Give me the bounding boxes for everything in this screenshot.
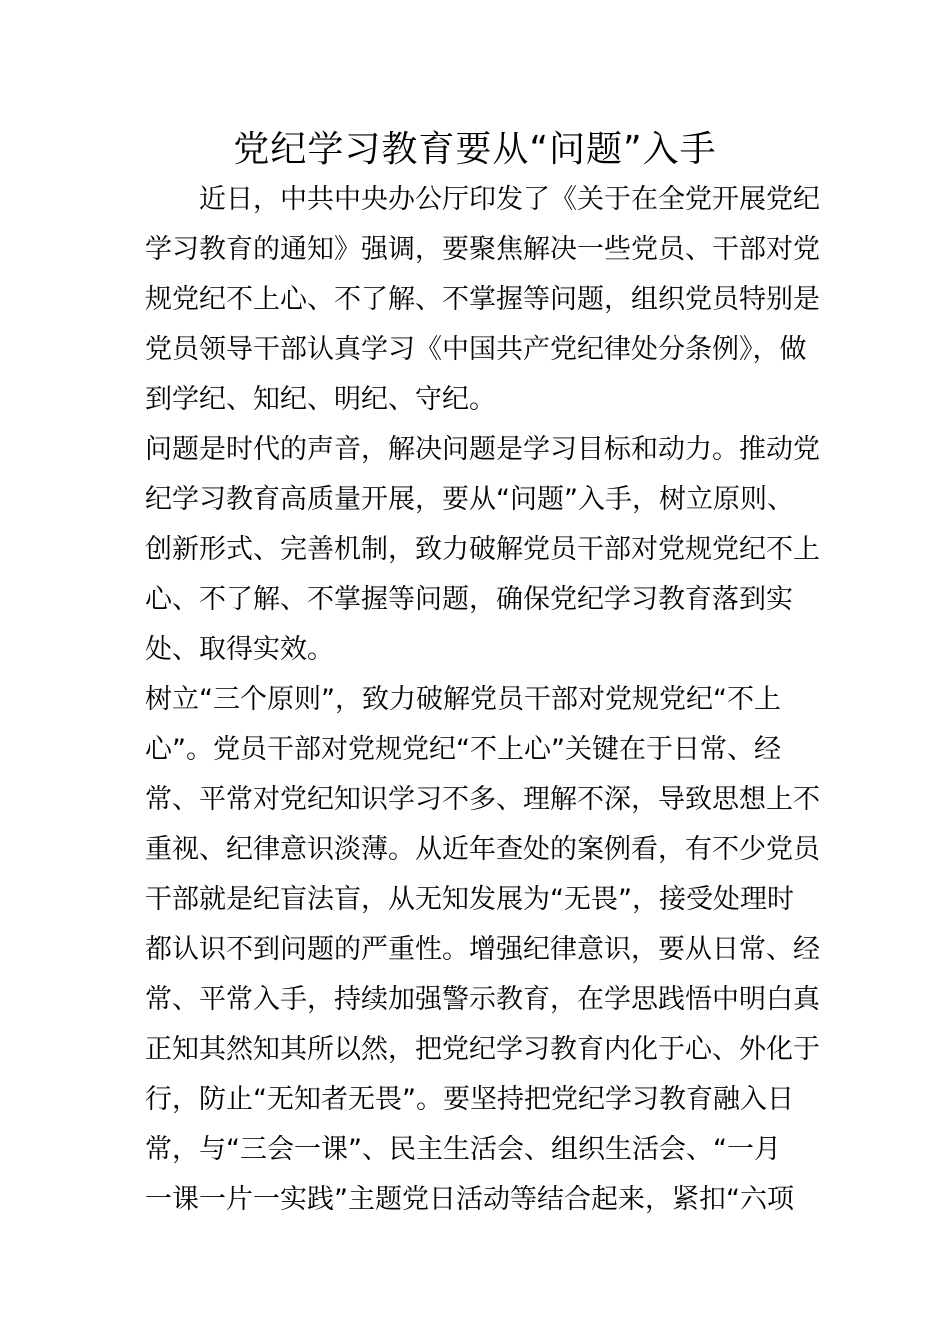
body-line: 规党纪不上心、不了解、不掌握等问题，组织党员特别是 (145, 284, 820, 315)
body-line: 创新形式、完善机制，致力破解党员干部对党规党纪不上 (145, 534, 820, 565)
body-line: 党员领导干部认真学习《中国共产党纪律处分条例》，做 (145, 334, 807, 365)
body-line: 学习教育的通知》强调，要聚焦解决一些党员、干部对党 (145, 234, 820, 265)
body-line: 一课一片一实践”主题党日活动等结合起来，紧扣“六项 (145, 1184, 794, 1215)
body-line: 到学纪、知纪、明纪、守纪。 (145, 384, 496, 415)
body-line: 常、平常入手，持续加强警示教育，在学思践悟中明白真 (145, 984, 820, 1015)
body-line: 树立“三个原则”，致力破解党员干部对党规党纪“不上 (145, 684, 781, 715)
body-line: 纪学习教育高质量开展，要从“问题”入手，树立原则、 (145, 484, 794, 515)
body-line: 常、平常对党纪知识学习不多、理解不深，导致思想上不 (145, 784, 820, 815)
body-line: 处、取得实效。 (145, 634, 334, 665)
body-line: 都认识不到问题的严重性。增强纪律意识，要从日常、经 (145, 934, 820, 965)
body-line: 问题是时代的声音，解决问题是学习目标和动力。推动党 (145, 434, 820, 465)
body-line: 正知其然知其所以然，把党纪学习教育内化于心、外化于 (145, 1034, 820, 1065)
body-line: 干部就是纪盲法盲，从无知发展为“无畏”，接受处理时 (145, 884, 794, 915)
body-line: 近日，中共中央办公厅印发了《关于在全党开展党纪 (145, 184, 820, 215)
document-title: 党纪学习教育要从“问题”入手 (233, 129, 717, 170)
body-line: 常，与“三会一课”、民主生活会、组织生活会、“一月 (145, 1134, 781, 1165)
body-line: 心、不了解、不掌握等问题，确保党纪学习教育落到实 (145, 584, 793, 615)
body-line: 行，防止“无知者无畏”。要坚持把党纪学习教育融入日 (145, 1084, 794, 1115)
body-line: 心”。党员干部对党规党纪“不上心”关键在于日常、经 (145, 734, 781, 765)
body-line: 重视、纪律意识淡薄。从近年查处的案例看，有不少党员 (145, 834, 820, 865)
